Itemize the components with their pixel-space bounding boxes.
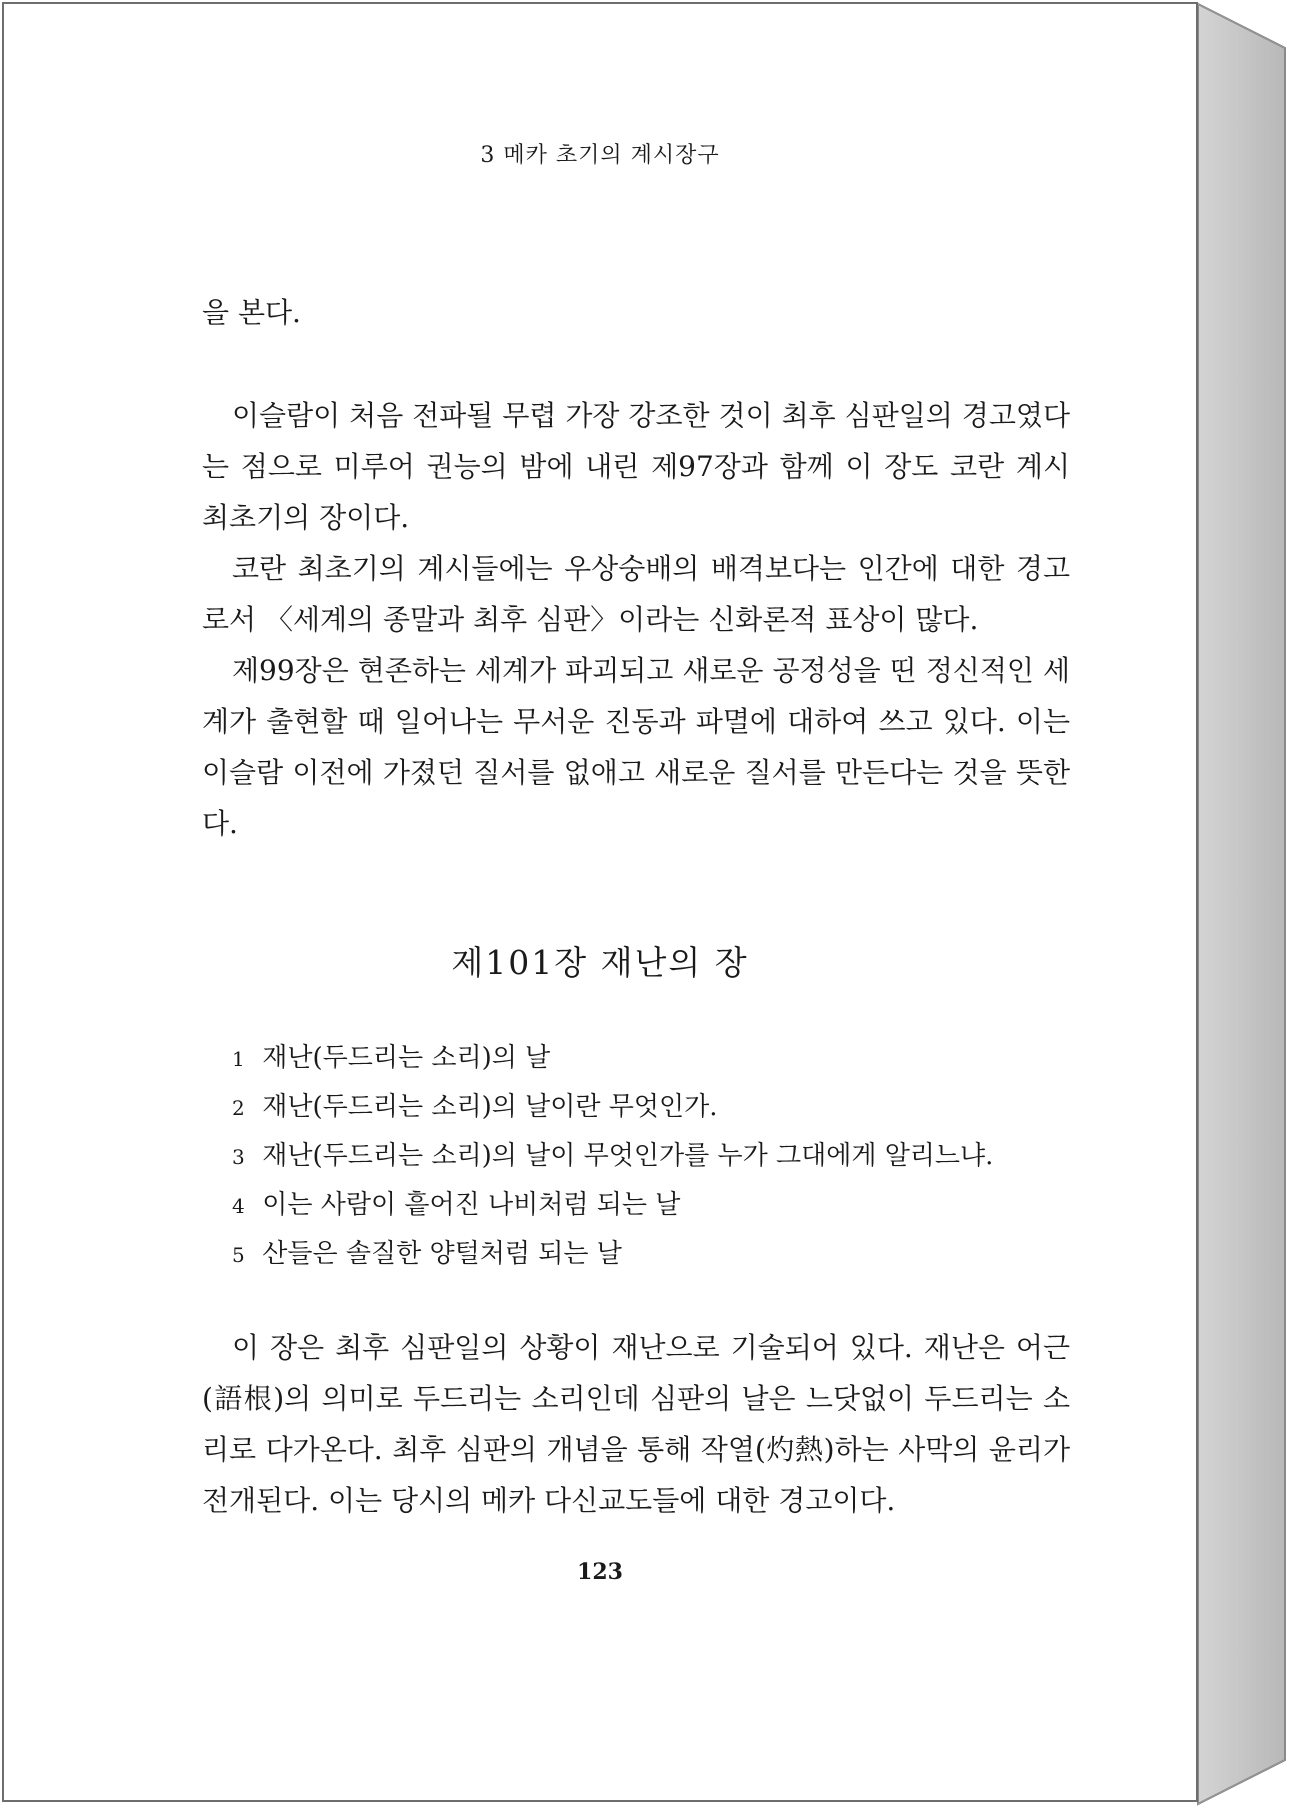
- verse-text: 산들은 솔질한 양털처럼 되는 날: [262, 1239, 622, 1269]
- continued-paragraph: [202, 287, 1070, 338]
- verse-number: 2: [232, 1096, 245, 1120]
- book-page: [2, 2, 1198, 1802]
- verse-number: 3: [232, 1145, 245, 1169]
- verse-text: 재난(두드리는 소리)의 날: [262, 1043, 551, 1073]
- verse-text: 이는 사람이 흩어진 나비처럼 되는 날: [262, 1190, 681, 1220]
- paragraph: 을 본다.: [202, 296, 301, 329]
- verse-number: 1: [232, 1047, 245, 1071]
- running-head: 3 메카 초기의 계시장구: [480, 143, 720, 168]
- verse-item: [232, 1083, 1032, 1132]
- verse-number: 5: [232, 1243, 245, 1267]
- paragraph: 코란 최초기의 계시들에는 우상숭배의 배격보다는 인간에 대한 경고로서 〈세계의 종말과 최후 심판〉이라는 신화론적 표상이 많다.: [202, 552, 1070, 636]
- paragraph: 이 장은 최후 심판일의 상황이 재난으로 기술되어 있다. 재난은 어근(語根)의 의미로 두드리는 소리인데 심판의 날은 느닷없이 두드리는 소리로 다가온다. 최후 심판의 개념을 통해 작열(灼熱)하는 사막의 윤리가 전개된다. 이는 당시의 메카 다신교도들에 대한 경고이다.: [202, 1331, 1070, 1517]
- paragraph: 이슬람이 처음 전파될 무렵 가장 강조한 것이 최후 심판일의 경고였다는 점으로 미루어 권능의 밤에 내린 제97장과 함께 이 장도 코란 계시 최초기의 장이다.: [202, 399, 1070, 534]
- chapter-commentary: [202, 1322, 1070, 1526]
- chapter-title: 제101장 재난의 장: [451, 943, 749, 982]
- verse-item: [232, 1230, 1032, 1279]
- commentary-block: [202, 390, 1070, 849]
- page-number: 123: [577, 1559, 623, 1585]
- paragraph: 제99장은 현존하는 세계가 파괴되고 새로운 공정성을 띤 정신적인 세계가 출현할 때 일어나는 무서운 진동과 파멸에 대하여 쓰고 있다. 이는 이슬람 이전에 가졌던 질서를 없애고 새로운 질서를 만든다는 것을 뜻한다.: [202, 654, 1070, 840]
- verse-list: [232, 1034, 1032, 1279]
- verse-number: 4: [232, 1194, 245, 1218]
- verse-item: [232, 1034, 1032, 1083]
- verse-item: [232, 1132, 1032, 1181]
- verse-text: 재난(두드리는 소리)의 날이 무엇인가를 누가 그대에게 알리느냐.: [262, 1141, 994, 1171]
- verse-text: 재난(두드리는 소리)의 날이란 무엇인가.: [262, 1092, 718, 1122]
- verse-item: [232, 1181, 1032, 1230]
